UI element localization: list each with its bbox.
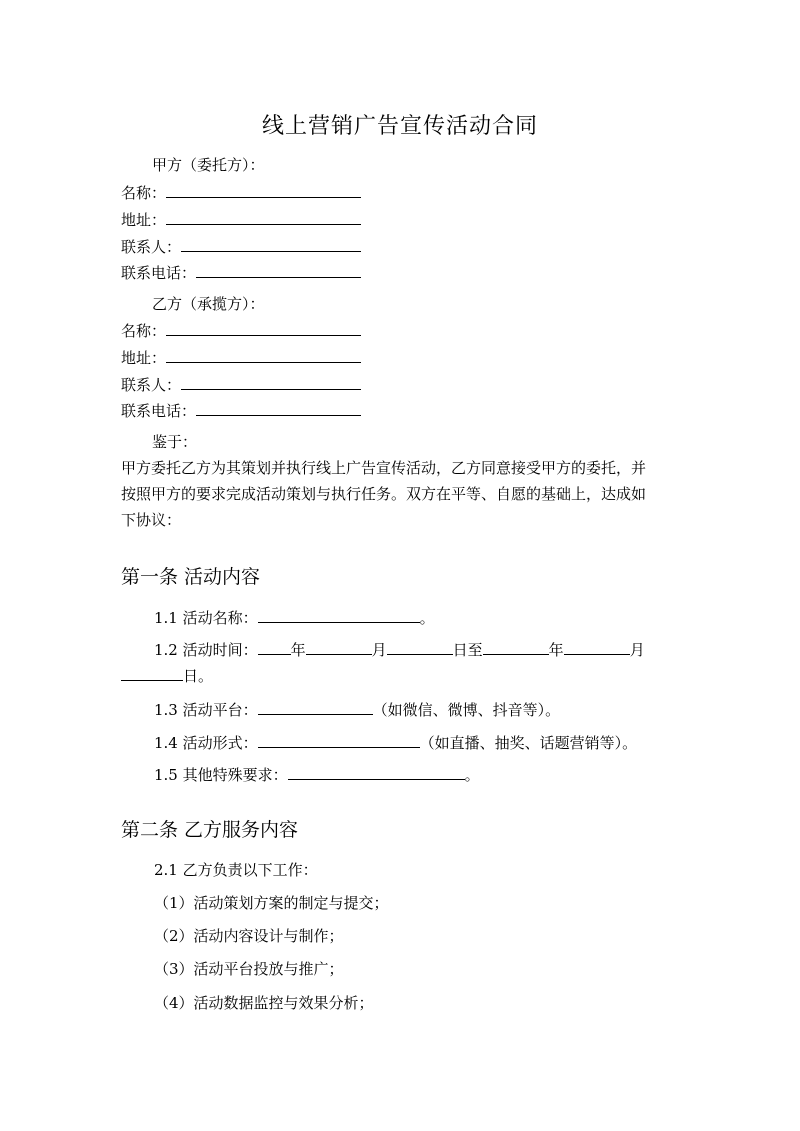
- party-a-address-row: [121, 209, 361, 230]
- end-year-unit: 年: [548, 641, 564, 659]
- special-requirements-blank[interactable]: [288, 764, 465, 780]
- party-b-name-label: 名称：: [121, 322, 167, 340]
- service-item-2: （2）活动内容设计与制作；: [154, 927, 344, 945]
- clause-1-3: [154, 699, 560, 720]
- article-1-heading: 第一条 活动内容: [121, 566, 261, 588]
- end-year-blank[interactable]: [483, 639, 549, 655]
- clause-1-3-note: （如微信、微博、抖音等）。: [372, 701, 561, 719]
- whereas-line-2: 按照甲方的要求完成活动策划与执行任务。双方在平等、自愿的基础上，达成如: [121, 485, 647, 503]
- party-b-name-blank[interactable]: [166, 320, 361, 336]
- clause-1-2-continued: [121, 665, 213, 686]
- party-b-contact-row: [121, 374, 361, 395]
- party-a-contact-label: 联系人：: [121, 238, 182, 256]
- party-b-phone-label: 联系电话：: [121, 402, 197, 420]
- clause-1-4: [154, 732, 637, 753]
- clause-1-1-end: 。: [419, 609, 435, 627]
- start-year-unit: 年: [290, 641, 306, 659]
- whereas-label: 鉴于：: [152, 433, 198, 451]
- start-month-blank[interactable]: [306, 639, 372, 655]
- clause-1-5-end: 。: [464, 766, 480, 784]
- end-day-unit: 日。: [183, 667, 214, 685]
- party-a-name-label: 名称：: [121, 184, 167, 202]
- party-a-phone-label: 联系电话：: [121, 264, 197, 282]
- start-month-unit: 月: [371, 641, 387, 659]
- article-2-heading: 第二条 乙方服务内容: [121, 819, 299, 841]
- document-title: 线上营销广告宣传活动合同: [261, 114, 538, 139]
- activity-form-blank[interactable]: [258, 732, 420, 748]
- party-a-contact-blank[interactable]: [181, 236, 361, 252]
- party-a-name-blank[interactable]: [166, 182, 361, 198]
- party-b-phone-blank[interactable]: [196, 400, 361, 416]
- party-b-name-row: [121, 320, 361, 341]
- clause-1-3-label: 1.3 活动平台：: [154, 701, 258, 719]
- party-a-address-label: 地址：: [121, 211, 167, 229]
- clause-1-1-label: 1.1 活动名称：: [154, 609, 258, 627]
- party-b-address-label: 地址：: [121, 349, 167, 367]
- end-month-unit: 月: [629, 641, 645, 659]
- party-b-phone-row: [121, 400, 361, 421]
- activity-name-blank[interactable]: [258, 607, 420, 623]
- party-b-contact-label: 联系人：: [121, 376, 182, 394]
- service-item-4: （4）活动数据监控与效果分析；: [154, 994, 374, 1012]
- party-a-name-row: [121, 182, 361, 203]
- service-item-1: （1）活动策划方案的制定与提交；: [154, 894, 389, 912]
- service-item-3: （3）活动平台投放与推广；: [154, 960, 344, 978]
- clause-1-1: [154, 607, 435, 628]
- whereas-line-3: 下协议：: [121, 511, 182, 529]
- clause-1-4-note: （如直播、抽奖、话题营销等）。: [419, 734, 638, 752]
- party-b-address-row: [121, 347, 361, 368]
- clause-1-4-label: 1.4 活动形式：: [154, 734, 258, 752]
- clause-2-1: 2.1 乙方负责以下工作：: [154, 861, 318, 879]
- party-b-contact-blank[interactable]: [181, 374, 361, 390]
- party-a-phone-row: [121, 262, 361, 283]
- start-day-blank[interactable]: [387, 639, 453, 655]
- clause-1-2-label: 1.2 活动时间：: [154, 641, 258, 659]
- party-a-phone-blank[interactable]: [196, 262, 361, 278]
- party-a-address-blank[interactable]: [166, 209, 361, 225]
- clause-1-5-label: 1.5 其他特殊要求：: [154, 766, 288, 784]
- end-day-blank[interactable]: [121, 665, 183, 681]
- clause-1-2: [154, 639, 645, 660]
- party-b-address-blank[interactable]: [166, 347, 361, 363]
- end-month-blank[interactable]: [564, 639, 630, 655]
- party-b-header: 乙方（承揽方）：: [152, 295, 265, 313]
- whereas-line-1: 甲方委托乙方为其策划并执行线上广告宣传活动，乙方同意接受甲方的委托，并: [121, 459, 647, 477]
- start-day-to: 日至: [452, 641, 483, 659]
- start-year-blank[interactable]: [258, 639, 291, 655]
- activity-platform-blank[interactable]: [258, 699, 373, 715]
- party-a-contact-row: [121, 236, 361, 257]
- party-a-header: 甲方（委托方）：: [152, 156, 265, 174]
- clause-1-5: [154, 764, 480, 785]
